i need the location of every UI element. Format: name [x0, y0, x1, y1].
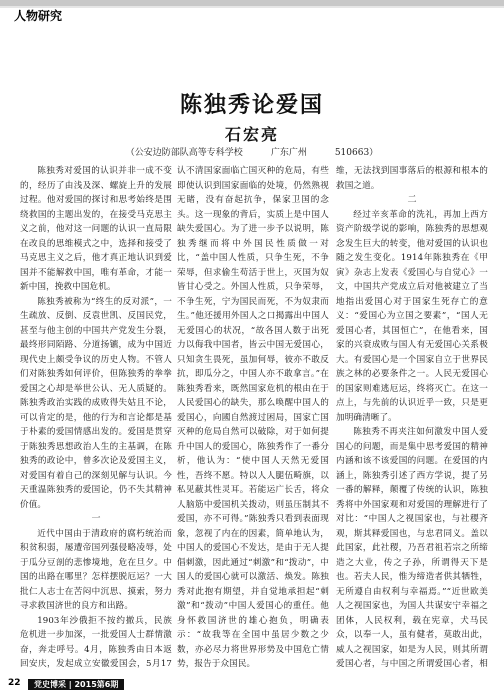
article-affiliation: [0, 145, 504, 158]
paragraph: 维，无法找到国事落后的根源和根本的救国之道。: [336, 166, 488, 191]
page-footer: [0, 678, 504, 693]
paragraph: 认不清国家面临亡国灭种的危局，有些即使认识到国家面临的处境，仍然熟视无睹，没有奋起抗争，保家卫国的念头。这一现象的背后，实质上是中国人缺失爱国心。为了进一步予以说明，陈独秀继而将中外国民性质做一对比，“盖中国人性质，只争生死，不争荣辱，但求偷生苟活于世上，灭国为奴皆甘心受之。外国人性质，只争荣辱，不争生死，宁为国民而死，不为奴隶而生。”他还援用外国人之口揭露出中国人无爱国心的状况，“故各国人数于出死力以侮我中国者，皆云中国无爱国心，只知贪生畏死，虽加何辱，彼亦不敢反抗，即瓜分之，中国人亦不敢拿言。”在陈独秀看来，既然国家危机的根由在于人民爱国心的缺失，那么唤醒中国人的爱国心，向國自然渡过困局，国家亡国灭种的危局自然可以破除，对于如何提升中国人的爱国心，陈独秀作了一番分析，他认为：“使中国人天然无爱国性，吾终不愿。特以人人腿伍畸旗，以私见蔽其性灵耳。若能运广长舌，将众人脑筋中爱国机关拨动，则虽压制其不爱国，亦不可得。”陈独秀只看到表面现象，忽视了内在的因素，简单地认为，中国人的爱国心不发达，是由于无人提倡刺激，因此通过“刺激”和“拨动”，中国人的爱国心就可以激活、焕发。陈独秀对此抱有期望，并自觉地承担起“刺激”和“拨动”中国人爱国心的重任。他身怀救国济世的雄心抱负，明确表示：“故我等在全国中虽居少数之少数，亦必尽力将世界形势及中国危亡情势，报告于众国民。: [177, 166, 329, 669]
page-number: 22: [8, 678, 21, 688]
article-author: 石宏亮: [224, 125, 279, 144]
affiliation-org: （公安边防部队高等专科学校: [125, 148, 243, 158]
affiliation-city: 广东广州: [270, 148, 307, 158]
section-divider: 二: [407, 195, 417, 205]
section-divider: 一: [91, 514, 101, 524]
paragraph: 陈独秀不再夹注如何激发中国人爱国心的问题，而是集中思考爱国的精神内涵和该不该爱国的问题。在爱国的内涵上，陈独秀引述了西方学说，提了另一番的解释，颠覆了传统的认识，陈独秀将中外国家观和对爱国的理解进行了对比：“中国人之视国家也，与社稷齐观，斯其释爱国也，与忠君同义。盖以此国家，此社稷，乃吾君祖若宗之所缔造之大业，传之子孙，所谓得天下是也。若夫人民，惟为缔造者供其牺牲，无所遵自由权利与幸福焉。”“近世欧美人之视国家也，为国人共谋安宁幸福之团体，人民权利，载在宪章，犬马民众，以奉一人，虽有健者，莫敢出此，威人之视国家，如是为人民，则其所谓爱国心者，与中国之所谓爱国心者，相: [336, 427, 488, 669]
paragraph: 陈独秀对爱国的认识并非一成不变的，经历了由浅及深、螺旋上升的发展过程。他对爱国的探讨和思考始终是围绕救国的主题出发的，在接受马克思主义之前，他对这一问题的认识一直局限在改良的思维模式之中，选择和接受了马克思主义之后，他才真正地认识到爱国并不能解救中国，唯有革命，才能一新中国，挽救中国危机。: [20, 166, 172, 292]
text-column-3: [336, 164, 488, 670]
section-tag: 人物研究: [10, 8, 66, 24]
journal-name: 党史博采 | 2015第6期: [28, 679, 124, 690]
paragraph: 陈独秀被称为“终生的反对派”，一生疏放、反倒、反袁世凯、反国民党，甚至与他主创的中国共产党发生分裂，最终形同陌路、分道扬镳，成为中国近现代史上颇受争议的历史人物。不管人们对陈独秀如何评价，但陈独秀的拳拳爱国之心却是举世公认、无人质疑的。陈独秀政治实践的成败得失姑且不论，可以肯定的是，他的行为和言论都是基于朴素的爱国情感出发的。爱国是贯穿于陈独秀思想政治人生的主基调，在陈独秀的政论中，曾多次论及爱国主义，对爱国有着自己的深刻见解与认识。今天重温陈独秀的爱国论，仍不失其精神价值。: [20, 296, 172, 510]
header-band-stripe-light: [0, 6, 504, 8]
header-band: [0, 0, 504, 26]
paragraph: 经过辛亥革命的洗礼，再加上西方资产阶级学说的影响，陈独秀的思想观念发生巨大的转变，他对爱国的认识也随之发生变化。1914年陈独秀在《甲寅》杂志上发表《爱国心与自觉心》一文，中国共产党成立后对他被建立了当地指出爱国心对于国家生死存亡的意义：“爱国心为立国之要素”，“国人无爱国心者，其国恒亡”，在他看来，国家的兴衰成败与国人有无爱国心关系极大。有爱国心是一个国家自立于世界民族之林的必要条件之一。人民无爱国心的国家则难逃厄运，终将灭亡。在这一点上，与先前的认识近乎一致，只是更加明确清晰了。: [336, 209, 488, 423]
article-title: 陈独秀论爱国: [179, 93, 324, 118]
affiliation-zip: 510663）: [334, 148, 379, 158]
text-column-2: [177, 164, 329, 670]
paragraph: 近代中国由于清政府的腐朽统治而积贫积弱，屡遭帝国列强侵略凌辱，处于瓜分豆剖的悲惨境地，危在旦夕。中国的出路在哪里？怎样摆脱厄运？一大批仁人志士在苦闷中沉思、摸索，努力寻求救国济世的良方和出路。: [20, 528, 172, 611]
paragraph: 1903年沙俄拒不按约撤兵，民族危机进一步加深，一批爱国人士群情激奋，奔走呼号。4月，陈独秀由日本返回安庆，发起成立安徽爱国会，5月17: [20, 615, 172, 669]
text-column-1: [20, 164, 172, 670]
